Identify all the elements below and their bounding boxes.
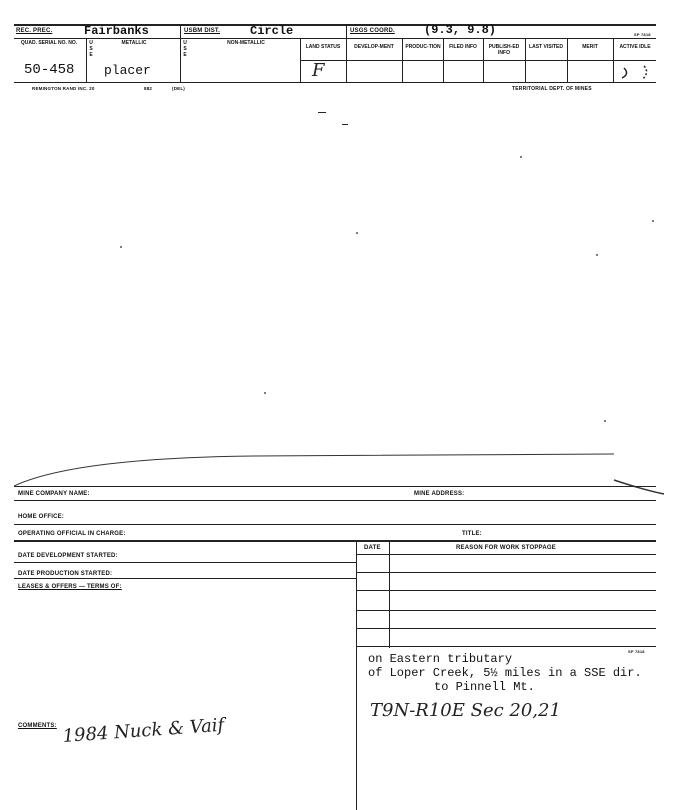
comments-label: COMMENTS: <box>18 723 57 729</box>
operating-official-label: OPERATING OFFICIAL IN CHARGE: <box>18 531 126 537</box>
row-rule <box>14 500 656 501</box>
divider <box>86 38 87 82</box>
date-col-label: DATE <box>364 545 381 551</box>
land-status-header: LAND STATUS <box>305 44 341 50</box>
speck <box>342 124 348 125</box>
home-office-label: HOME OFFICE: <box>18 514 65 520</box>
develop-header: DEVELOP-MENT <box>354 44 394 50</box>
footer-mid2: (DEL) <box>172 86 185 91</box>
speck <box>356 232 358 234</box>
township-range-handwritten: T9N-R10E Sec 20,21 <box>370 700 561 721</box>
reason-label: REASON FOR WORK STOPPAGE <box>456 545 556 551</box>
metallic-value: placer <box>104 63 151 78</box>
use-label: U S E <box>89 40 93 58</box>
row-rule <box>356 628 656 629</box>
row-rule <box>14 562 356 563</box>
comments-value: 1984 Nuck & Vaif <box>62 714 225 747</box>
production-header: PRODUC-TION <box>405 44 441 50</box>
leases-label: LEASES & OFFERS — TERMS OF: <box>18 584 122 590</box>
date-development-label: DATE DEVELOPMENT STARTED: <box>18 553 118 559</box>
usgs-coord-label: USGS COORD. <box>350 28 395 34</box>
footer-mid1: 882 <box>144 86 153 91</box>
last-visited-header: LAST VISITED <box>529 44 563 50</box>
mine-address-label: MINE ADDRESS: <box>414 491 465 497</box>
row-rule <box>14 486 656 487</box>
location-line-3: to Pinnell Mt. <box>434 680 535 694</box>
speck <box>652 220 654 222</box>
merit-header: MERIT <box>582 44 598 50</box>
location-line-2: of Loper Creek, 5½ miles in a SSE dir. <box>368 666 642 680</box>
form-number-2: SP 7818 <box>628 649 645 654</box>
speck <box>120 246 122 248</box>
speck <box>520 156 522 158</box>
location-line-1: on Eastern tributary <box>368 652 513 666</box>
date-production-label: DATE PRODUCTION STARTED: <box>18 571 113 577</box>
divider <box>356 648 357 810</box>
use-label-2: U S E <box>183 40 187 58</box>
row-rule <box>356 572 656 573</box>
row-rule <box>356 590 656 591</box>
published-header: PUBLISH-ED INFO <box>488 44 520 56</box>
row-rule <box>300 60 656 61</box>
usbm-dist-value: Circle <box>250 24 294 38</box>
serial-value: 50-458 <box>24 62 75 78</box>
metallic-header: METALLIC <box>121 40 147 46</box>
row-rule <box>356 646 656 647</box>
rec-prec-label: REC. PREC. <box>16 28 53 34</box>
torn-edge <box>14 450 674 496</box>
nonmetallic-header: NON-METALLIC <box>227 40 265 46</box>
title-label: TITLE: <box>462 531 482 537</box>
row-rule <box>14 540 656 542</box>
land-status-value: F <box>312 60 325 81</box>
quad-serial-header: QUAD. SERIAL NO. NO. <box>20 40 78 46</box>
divider <box>180 38 181 82</box>
divider <box>346 24 347 38</box>
row-rule <box>14 578 356 579</box>
divider <box>180 24 181 38</box>
row-rule <box>14 82 656 83</box>
usbm-dist-label: USBM DIST. <box>184 28 221 34</box>
form-number: SP 7818 <box>634 32 651 37</box>
filed-info-header: FILED INFO <box>449 44 477 50</box>
active-mark <box>616 60 656 84</box>
speck <box>596 254 598 256</box>
row-rule <box>356 610 656 611</box>
usgs-coord-value: (9.3, 9.8) <box>424 23 497 37</box>
row-rule <box>14 38 656 39</box>
speck <box>318 112 326 113</box>
speck <box>604 420 606 422</box>
row-rule <box>356 554 656 555</box>
divider <box>356 540 357 648</box>
row-rule <box>14 524 656 525</box>
rec-prec-value: Fairbanks <box>84 24 149 38</box>
speck <box>264 392 266 394</box>
footer-right: TERRITORIAL DEPT. OF MINES <box>512 86 592 92</box>
active-idle-header: ACTIVE IDLE <box>619 44 651 50</box>
divider <box>389 540 390 648</box>
mine-company-label: MINE COMPANY NAME: <box>18 491 90 497</box>
footer-left: REMINGTON RAND INC. 20 <box>32 86 95 91</box>
